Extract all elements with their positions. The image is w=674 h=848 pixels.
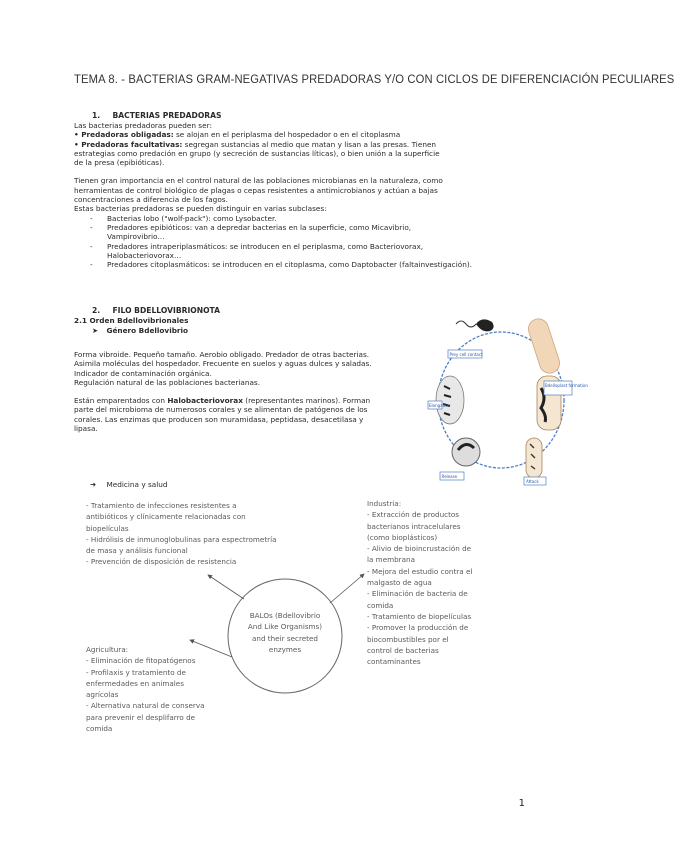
industria-item: (como bioplásticos) [367, 532, 438, 542]
label-attack: Attack [526, 479, 539, 484]
desc-line: Forma vibroide. Pequeño tamaño. Aerobio obligado. Predador de otras bacterias. [74, 350, 370, 359]
agricultura-item: comida [86, 724, 113, 734]
industria-item: bacterianos intracelulares [367, 521, 461, 531]
desc-line: Indicador de contaminación orgánica. [74, 368, 212, 378]
agricultura-item: agrícolas [86, 690, 119, 700]
industria-item: - Extracción de productos [367, 510, 460, 520]
desc-line: Asimila moléculas del hospedador. Frecuente en suelos y aguas dulces y saladas. [74, 359, 372, 369]
desc-line: Regulación natural de las poblaciones bacterianas. [74, 377, 261, 387]
medicina-item: biopelículas [86, 523, 129, 533]
related-line: corales. Las enzimas que producen son muramidasa, peptidasa, desacetilasa y [74, 414, 364, 424]
industria-item: malgasto de agua [367, 578, 432, 588]
arrow-to-industria [330, 574, 364, 603]
list-item: - Predadores intraperiplasmáticos: se introducen en el periplasma, como Bacteriovorax, [90, 241, 424, 251]
mindmap-heading-text: Medicina y salud [106, 480, 168, 489]
center-line: And Like Organisms) [247, 622, 323, 632]
industria-item: contaminantes [367, 657, 421, 667]
facultativas-label: • Predadoras facultativas: [74, 139, 183, 149]
industria-item: - Tratamiento de biopelículas [367, 611, 472, 621]
list-item: - Predadores citoplasmáticos: se introducen en el citoplasma, como Daptobacter (faltainvestigación). [90, 260, 472, 270]
related-bold: Halobacteriovorax [167, 396, 243, 406]
label-bdelloplast: Bdelloplast formation [545, 383, 588, 388]
arrow-to-agricultura [190, 640, 232, 657]
industria-item: control de bacterias [367, 645, 439, 655]
page-title: TEMA 8. - BACTERIAS GRAM-NEGATIVAS PREDADORAS Y/O CON CICLOS DE DIFERENCIACIÓN PECULIARES [74, 72, 674, 86]
facultativas-text: segregan sustancias al medio que matan y lisan a las presas. Tienen [182, 139, 437, 149]
section2-heading-num: 2. [92, 306, 101, 315]
section1-heading-text: BACTERIAS PREDADORAS [112, 111, 222, 120]
related-line: parte del microbioma de numerosos corales y se alimentan de patógenos de los [74, 405, 368, 415]
bullet-text: Predadores citoplasmáticos: se introducen en el citoplasma, como Daptobacter (faltainvestigación). [107, 260, 472, 270]
industria-item: comida [367, 600, 394, 610]
para2-line: Estas bacterias predadoras se pueden distinguir en varias subclases: [74, 204, 327, 214]
list-item-cont: Vampirovibrio… [107, 232, 165, 242]
list-item: - Bacterias lobo ("wolf-pack"): como Lysobacter. [90, 213, 277, 223]
center-line: enzymes [268, 644, 302, 654]
genus-label: Género Bdellovibrio [106, 326, 189, 335]
center-line: and their secreted [252, 633, 318, 643]
agricultura-item: Agricultura: [86, 645, 129, 654]
section2-heading-text: FILO BDELLOVIBRIONOTA [112, 306, 221, 315]
related-pre: Están emparentados con [74, 396, 168, 406]
medicina-item: antibióticos y clínicamente relacionadas con [86, 512, 246, 522]
industria-item: biocombustibles por el [367, 634, 449, 644]
label-prey-contact: Prey cell contact [449, 352, 483, 357]
medicina-item: - Tratamiento de infecciones resistentes a [86, 501, 237, 510]
agricultura-item: - Eliminación de fitopatógenos [86, 656, 196, 666]
industria-item: - Eliminación de bacteria de [367, 589, 468, 599]
industria-item: - Alivio de bioincrustación de [367, 544, 472, 554]
related-post: (representantes marinos). Forman [242, 396, 371, 406]
industria-item: - Promover la producción de [367, 623, 469, 633]
section1-heading-num: 1. [92, 111, 101, 120]
obligadas-label: • Predadoras obligadas: [74, 130, 174, 140]
para2-line: Tienen gran importancia en el control natural de las poblaciones microbianas en la naturaleza, como [74, 176, 443, 186]
arrowhead-icon: ➤ [92, 326, 99, 335]
section1-intro: Las bacterias predadoras pueden ser: [74, 121, 212, 130]
medicina-item: - Hidrólisis de inmunoglobulinas para espectrometría [86, 534, 277, 544]
arrow-to-medicina [208, 575, 244, 599]
order-label: 2.1 Orden Bdellovibrionales [74, 316, 189, 325]
industria-item: - Mejora del estudio contra el [367, 566, 473, 576]
agricultura-item: - Profilaxis y tratamiento de [86, 667, 186, 677]
label-release: Release [441, 474, 458, 479]
industria-item: Industria: [367, 499, 402, 508]
arrow-right-icon: ➜ [90, 480, 97, 489]
agricultura-item: enfermedades en animales [86, 678, 184, 688]
page-number: 1 [518, 798, 525, 809]
facultativas-cont: de la presa (epibióticas). [74, 158, 165, 168]
agricultura-item: para prevenir el desplifarro de [86, 712, 196, 722]
facultativas-cont: estrategias como predación en grupo (y secreción de sustancias líticas), o bien unión a la superficie [74, 148, 440, 158]
agricultura-item: - Alternativa natural de conserva [86, 701, 205, 711]
para2-line: herramientas de control biológico de plagas o cepas resistentes a antimicrobianos y actúan a bajas [74, 185, 438, 195]
related-line: lipasa. [74, 424, 98, 434]
medicina-item: - Prevención de disposición de resistencia [86, 557, 237, 567]
bullet-text: Bacterias lobo ("wolf-pack"): como Lysobacter. [107, 213, 277, 223]
label-elongation: Elongation [429, 403, 451, 408]
obligadas-text: se alojan en el periplasma del hospedador o en el citoplasma [173, 130, 401, 140]
list-item: - Predadores epibióticos: van a depredar bacterias en la superficie, como Micavibrio, [90, 222, 412, 232]
list-item-cont: Halobacteriovorax… [107, 250, 182, 260]
center-label [238, 610, 332, 655]
medicina-item: de masa y análisis funcional [86, 546, 188, 556]
industria-item: la membrana [367, 555, 415, 565]
bullet-text: Predadores intraperiplasmáticos: se introducen en el periplasma, como Bacteriovorax, [107, 241, 424, 251]
para2-line: concentraciones a diferencia de los fagos. [74, 195, 228, 205]
bullet-text: Predadores epibióticos: van a depredar bacterias en la superficie, como Micavibrio, [107, 222, 412, 232]
center-line: BALOs (Bdellovibrio [249, 611, 321, 620]
